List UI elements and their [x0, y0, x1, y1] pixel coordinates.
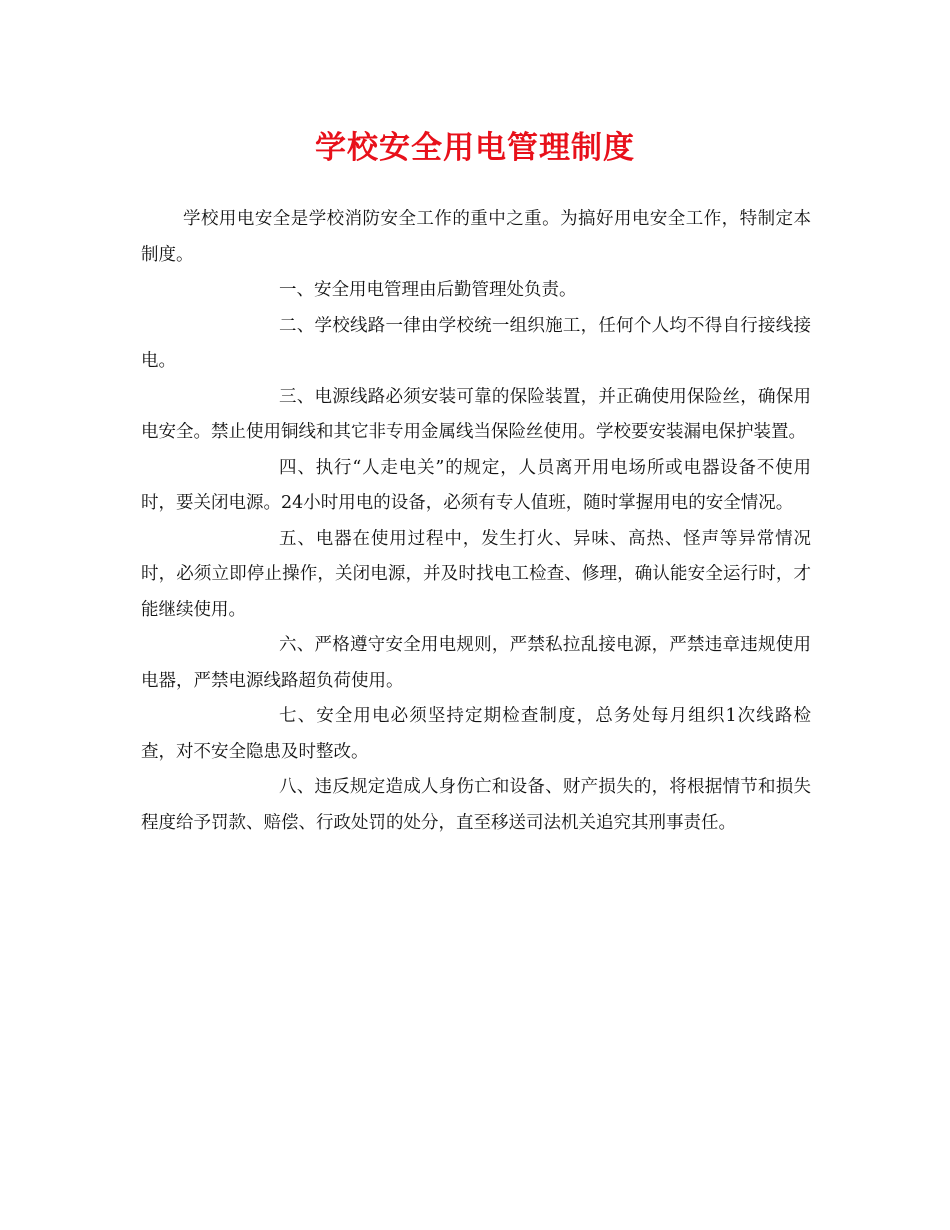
document-body: [141, 202, 811, 841]
rule-paragraph-1: 一、安全用电管理由后勤管理处负责。: [279, 280, 577, 300]
document-title: 学校安全用电管理制度: [315, 130, 635, 166]
intro-paragraph: 学校用电安全是学校消防安全工作的重中之重。为搞好用电安全工作，特制定本制度。: [141, 209, 811, 265]
rule-paragraph-4: 四、执行“人走电关”的规定，人员离开用电场所或电器设备不使用时，要关闭电源。24小时用电的设备，必须有专人值班，随时掌握用电的安全情况。: [141, 457, 811, 513]
rule-paragraph-3: 三、电源线路必须安装可靠的保险装置，并正确使用保险丝，确保用电安全。禁止使用铜线和其它非专用金属线当保险丝使用。学校要安装漏电保护装置。: [141, 386, 811, 442]
rule-paragraph-8: 八、违反规定造成人身伤亡和设备、财产损失的，将根据情节和损失程度给予罚款、赔偿、行政处罚的处分，直至移送司法机关追究其刑事责任。: [141, 777, 811, 833]
rule-paragraph-7: 七、安全用电必须坚持定期检查制度，总务处每月组织1次线路检查，对不安全隐患及时整改。: [141, 706, 811, 762]
rule-paragraph-5: 五、电器在使用过程中，发生打火、异味、高热、怪声等异常情况时，必须立即停止操作，关闭电源，并及时找电工检查、修理，确认能安全运行时，才能继续使用。: [141, 528, 811, 620]
rule-paragraph-6: 六、严格遵守安全用电规则，严禁私拉乱接电源，严禁违章违规使用电器，严禁电源线路超负荷使用。: [141, 635, 811, 691]
rule-paragraph-2: 二、学校线路一律由学校统一组织施工，任何个人均不得自行接线接电。: [141, 315, 811, 371]
